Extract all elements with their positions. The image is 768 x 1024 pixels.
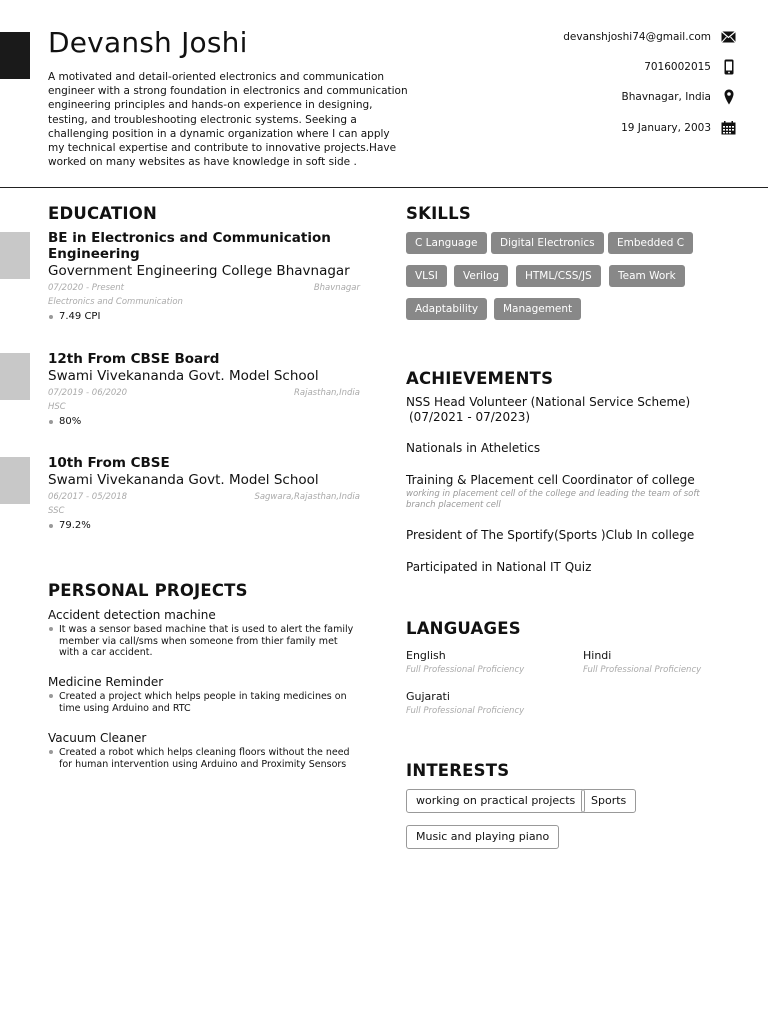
degree-title: 12th From CBSE Board bbox=[48, 351, 220, 367]
degree-title: BE in Electronics and Communication Engineering bbox=[48, 230, 331, 262]
contact-email[interactable] bbox=[476, 28, 736, 46]
achievement-entry bbox=[406, 528, 726, 543]
language-entry bbox=[406, 690, 524, 716]
skill-tag: Adaptability bbox=[406, 298, 487, 320]
education-subtitle: HSC bbox=[48, 402, 66, 412]
envelope-icon bbox=[721, 30, 736, 45]
achievement-title: President of The Sportify(Sports )Club In college bbox=[406, 528, 695, 542]
education-result: 79.2% bbox=[48, 519, 360, 533]
dob-text: 19 January, 2003 bbox=[621, 122, 711, 134]
education-heading: EDUCATION bbox=[48, 204, 157, 223]
project-description: It was a sensor based machine that is used to alert the family member via call/sms when someone from thier family met with a car accident. bbox=[48, 624, 360, 659]
candidate-name: Devansh Joshi bbox=[48, 26, 248, 59]
languages-heading: LANGUAGES bbox=[406, 619, 521, 638]
skill-tag: Embedded C bbox=[608, 232, 693, 254]
education-dates: 07/2020 - Present bbox=[48, 283, 125, 293]
project-name: Accident detection machine bbox=[48, 608, 216, 622]
map-pin-icon bbox=[721, 90, 736, 105]
location-text: Bhavnagar, India bbox=[621, 91, 711, 103]
language-entry bbox=[583, 649, 701, 675]
achievement-title: Participated in National IT Quiz bbox=[406, 560, 592, 574]
contact-location bbox=[476, 88, 736, 106]
education-meta bbox=[48, 491, 360, 504]
achievement-dates: (07/2021 - 07/2023) bbox=[409, 410, 531, 424]
achievement-description: working in placement cell of the college and leading the team of soft branch placement cell bbox=[406, 489, 700, 510]
language-level: Full Professional Proficiency bbox=[583, 665, 702, 675]
phone-text: 7016002015 bbox=[644, 61, 711, 73]
achievement-title: Training & Placement cell Coordinator of college bbox=[406, 473, 695, 487]
education-dates: 07/2019 - 06/2020 bbox=[48, 388, 128, 398]
achievement-entry bbox=[406, 473, 726, 511]
education-marker bbox=[0, 457, 30, 504]
education-place: Sagwara,Rajasthan,India bbox=[254, 492, 360, 502]
achievement-title: Nationals in Atheletics bbox=[406, 441, 541, 455]
project-entry bbox=[48, 607, 360, 659]
school-name: Swami Vivekananda Govt. Model School bbox=[48, 472, 319, 488]
education-meta bbox=[48, 282, 360, 295]
education-dates: 06/2017 - 05/2018 bbox=[48, 492, 128, 502]
project-description: Created a robot which helps cleaning floors without the need for human intervention using Arduino and Proximity Sensors bbox=[48, 747, 360, 770]
skill-tag: Digital Electronics bbox=[491, 232, 604, 254]
skills-heading: SKILLS bbox=[406, 204, 471, 223]
language-entry bbox=[406, 649, 524, 675]
contact-phone bbox=[476, 58, 736, 76]
language-name: English bbox=[406, 649, 446, 662]
interest-tag: Sports bbox=[581, 789, 636, 813]
project-description: Created a project which helps people in taking medicines on time using Arduino and RTC bbox=[48, 691, 360, 714]
skill-tag: Team Work bbox=[609, 265, 685, 287]
email-text[interactable]: devanshjoshi74@gmail.com bbox=[563, 31, 711, 43]
education-subtitle: Electronics and Communication bbox=[48, 297, 183, 307]
project-entry bbox=[48, 674, 360, 714]
degree-title: 10th From CBSE bbox=[48, 455, 170, 471]
education-marker bbox=[0, 232, 30, 279]
education-place: Rajasthan,India bbox=[294, 388, 360, 398]
education-entry bbox=[48, 351, 360, 429]
language-name: Hindi bbox=[583, 649, 612, 662]
achievement-title: NSS Head Volunteer (National Service Scheme) bbox=[406, 395, 691, 409]
education-entry bbox=[48, 230, 360, 324]
education-marker bbox=[0, 353, 30, 400]
project-name: Medicine Reminder bbox=[48, 675, 164, 689]
achievement-entry bbox=[406, 560, 726, 575]
language-level: Full Professional Proficiency bbox=[406, 665, 525, 675]
projects-heading: PERSONAL PROJECTS bbox=[48, 581, 248, 600]
interests-heading: INTERESTS bbox=[406, 761, 510, 780]
education-result: 80% bbox=[48, 415, 360, 429]
name-accent-bar bbox=[0, 32, 30, 79]
contact-dob bbox=[476, 119, 736, 137]
school-name: Government Engineering College Bhavnagar bbox=[48, 263, 350, 279]
project-name: Vacuum Cleaner bbox=[48, 731, 147, 745]
skill-tag: HTML/CSS/JS bbox=[516, 265, 601, 287]
skill-tag: Management bbox=[494, 298, 581, 320]
language-level: Full Professional Proficiency bbox=[406, 706, 525, 716]
achievement-entry bbox=[406, 395, 726, 425]
interest-tag: Music and playing piano bbox=[406, 825, 559, 849]
skill-tag: Verilog bbox=[454, 265, 508, 287]
school-name: Swami Vivekananda Govt. Model School bbox=[48, 368, 319, 384]
education-subtitle: SSC bbox=[48, 506, 65, 516]
education-entry bbox=[48, 455, 360, 533]
education-meta bbox=[48, 387, 360, 400]
calendar-icon bbox=[721, 121, 736, 136]
header-divider bbox=[0, 187, 768, 188]
phone-icon bbox=[721, 60, 736, 75]
language-name: Gujarati bbox=[406, 690, 450, 703]
education-place: Bhavnagar bbox=[313, 283, 360, 293]
project-entry bbox=[48, 730, 360, 770]
achievements-heading: ACHIEVEMENTS bbox=[406, 369, 554, 388]
interest-tag: working on practical projects bbox=[406, 789, 585, 813]
education-result: 7.49 CPI bbox=[48, 310, 360, 324]
summary-text: A motivated and detail-oriented electronics and communication engineer with a strong foundation in electronics and communication engineering principles and hands-on experience in designing, testing, and troubleshooting electronic systems. Seeking a challenging position in a dynamic organization where I can apply my technical expertise and contribute to innovative projects.Have worked on many websites as have knowledge in soft side . bbox=[48, 71, 408, 169]
achievement-entry bbox=[406, 441, 726, 456]
skill-tag: C Language bbox=[406, 232, 487, 254]
skill-tag: VLSI bbox=[406, 265, 447, 287]
